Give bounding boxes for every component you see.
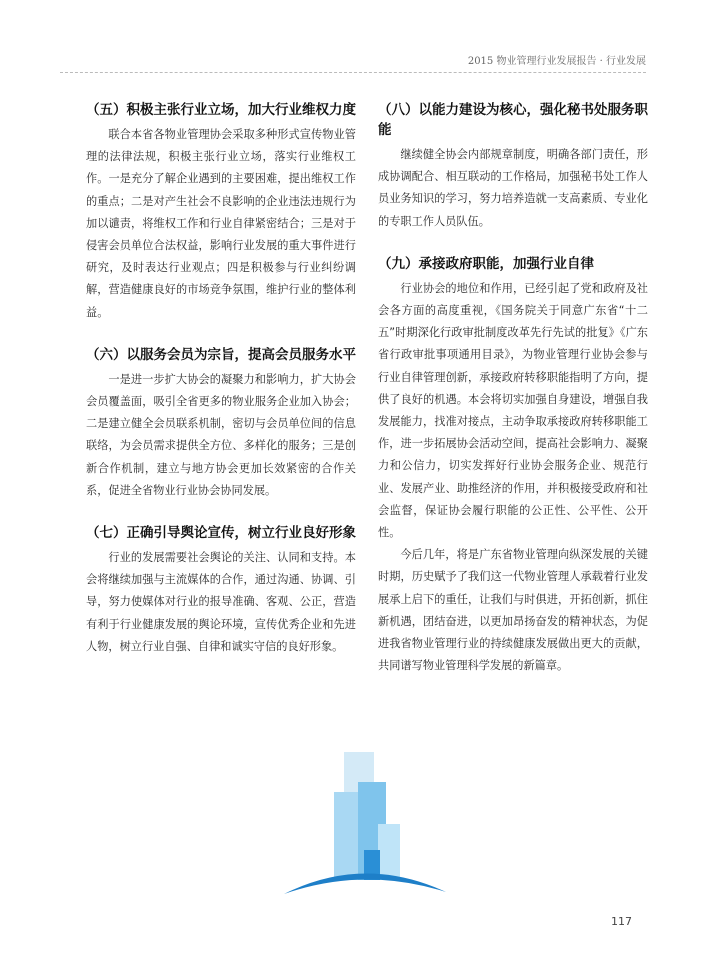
section-7 <box>86 523 356 658</box>
section-paragraph: 今后几年，将是广东省物业管理向纵深发展的关键时期，历史赋予了我们这一代物业管理人承载着行业发展承上启下的重任，让我们与时俱进，开拓创新，抓住新机遇，团结奋进，以更加昂扬奋发的精神状态，为促进我省物业管理行业的持续健康发展做出更大的贡献，共同谱写物业管理科学发展的新篇章。 <box>378 548 648 673</box>
logo-arc <box>284 873 446 894</box>
section-paragraph: 行业协会的地位和作用，已经引起了党和政府及社会各方面的高度重视，《国务院关于同意广东省“十二五”时期深化行政审批制度改革先行先试的批复》《广东省行政审批事项通用目录》，为物业管理行业协会参与行业自律管理创新，承接政府转移职能指明了方向，提供了良好的机遇。本会将切实加强自身建设，增强自我发展能力，找准对接点，主动争取承接政府转移职能工作，进一步拓展协会活动空间，提高社会影响力、凝聚力和公信力，切实发挥好行业协会服务企业、规范行业、发展产业、助推经济的作用，并积极接受政府和社会监督，保证协会履行职能的公正性、公平性、公开性。 <box>378 281 648 540</box>
section-heading: （八）以能力建设为核心，强化秘书处服务职能 <box>378 102 648 138</box>
section-paragraph: 联合本省各物业管理协会采取多种形式宣传物业管理的法律法规，积极主张行业立场，落实行业维权工作。一是充分了解企业遇到的主要困难，提出维权工作的重点；二是对产生社会不良影响的企业违法违规行为加以谴责，将维权工作和行业自律紧密结合；三是对于侵害会员单位合法权益，影响行业发展的重大事件进行研究，及时表达行业观点；四是积极参与行业纠纷调解，营造健康良好的市场竞争氛围，维护行业的整体利益。 <box>86 128 356 319</box>
left-column <box>86 100 356 679</box>
section-heading: （七）正确引导舆论宣传，树立行业良好形象 <box>86 525 356 542</box>
section-9 <box>378 254 648 678</box>
logo-tower-right <box>378 824 400 880</box>
section-8 <box>378 100 648 233</box>
section-heading: （九）承接政府职能，加强行业自律 <box>378 255 594 272</box>
header-divider <box>60 72 646 73</box>
section-paragraph: 一是进一步扩大协会的凝聚力和影响力，扩大协会会员覆盖面，吸引全省更多的物业服务企业加入协会；二是建立健全会员联系机制，密切与会员单位间的信息联络，为会员需求提供全方位、多样化的服务；三是创新合作机制，建立与地方协会更加长效紧密的合作关系，促进全省物业行业协会协同发展。 <box>86 372 356 497</box>
section-6 <box>86 345 356 502</box>
section-5 <box>86 100 356 324</box>
section-paragraph: 行业的发展需要社会舆论的关注、认同和支持。本会将继续加强与主流媒体的合作，通过沟通、协调、引导，努力使媒体对行业的报导准确、客观、公正，营造有利于行业健康发展的舆论环境，宣传优秀企业和先进人物，树立行业自强、自律和诚实守信的良好形象。 <box>86 551 356 653</box>
section-heading: （五）积极主张行业立场，加大行业维权力度 <box>86 102 356 118</box>
page-number: 117 <box>611 915 632 928</box>
running-header: 2015 物业管理行业发展报告 · 行业发展 <box>467 56 646 67</box>
building-logo-icon <box>278 742 450 897</box>
right-column <box>378 100 648 698</box>
section-paragraph: 继续健全协会内部规章制度，明确各部门责任，形成协调配合、相互联动的工作格局，加强秘书处工作人员业务知识的学习，努力培养造就一支高素质、专业化的专职工作人员队伍。 <box>378 148 648 228</box>
section-heading: （六）以服务会员为宗旨，提高会员服务水平 <box>86 346 356 363</box>
